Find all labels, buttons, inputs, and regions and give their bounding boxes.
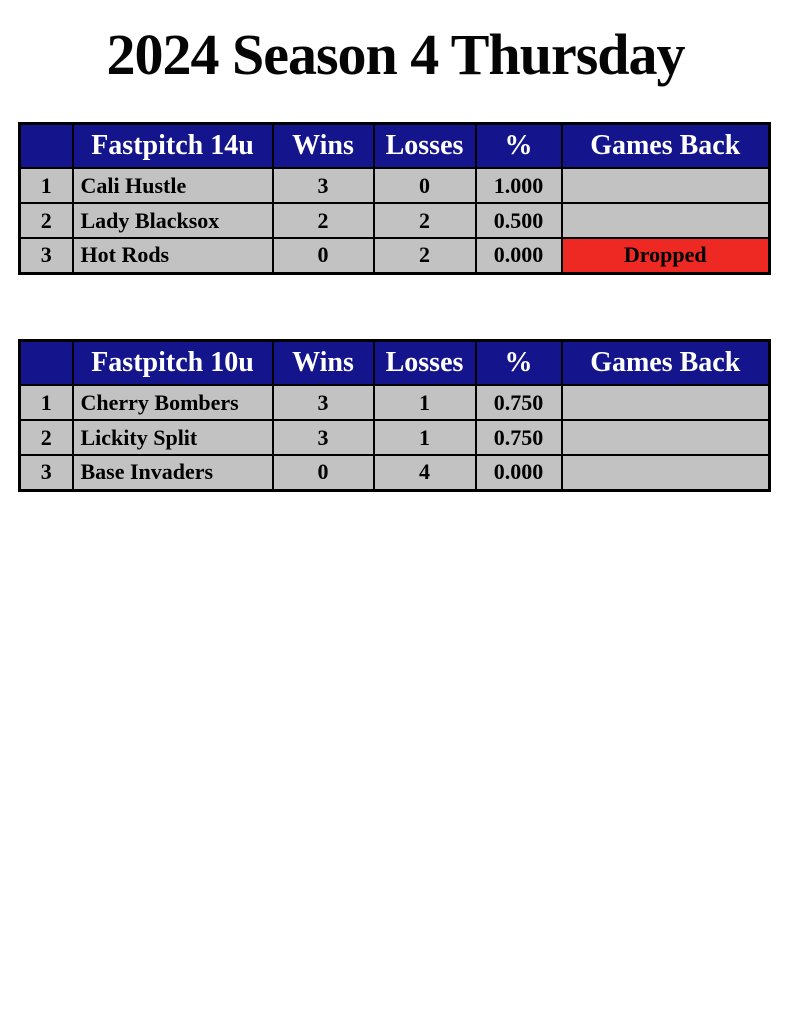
losses-cell: 1 — [374, 385, 476, 420]
wins-cell: 2 — [273, 203, 374, 238]
wins-cell: 3 — [273, 385, 374, 420]
losses-cell: 4 — [374, 455, 476, 490]
header-wins: Wins — [273, 340, 374, 385]
pct-cell: 0.500 — [476, 203, 562, 238]
page-title: 2024 Season 4 Thursday — [106, 22, 685, 87]
header-pct: % — [476, 123, 562, 168]
header-rank-blank — [20, 123, 73, 168]
losses-cell: 0 — [374, 168, 476, 203]
standings-table-fastpitch-14u — [18, 122, 771, 275]
header-games-back: Games Back — [562, 123, 770, 168]
games-back-cell — [562, 203, 770, 238]
rank-cell: 3 — [20, 238, 73, 273]
header-division-name: Fastpitch 10u — [73, 340, 273, 385]
team-cell: Base Invaders — [73, 455, 273, 490]
team-cell: Lickity Split — [73, 420, 273, 455]
wins-cell: 0 — [273, 238, 374, 273]
table-row — [20, 420, 770, 455]
header-games-back: Games Back — [562, 340, 770, 385]
pct-cell: 0.750 — [476, 385, 562, 420]
header-losses: Losses — [374, 123, 476, 168]
header-division-name: Fastpitch 14u — [73, 123, 273, 168]
team-cell: Lady Blacksox — [73, 203, 273, 238]
losses-cell: 2 — [374, 238, 476, 273]
header-wins: Wins — [273, 123, 374, 168]
wins-cell: 3 — [273, 420, 374, 455]
games-back-cell — [562, 385, 770, 420]
wins-cell: 0 — [273, 455, 374, 490]
pct-cell: 0.000 — [476, 238, 562, 273]
rank-cell: 1 — [20, 385, 73, 420]
header-row — [20, 340, 770, 385]
header-rank-blank — [20, 340, 73, 385]
table-row — [20, 238, 770, 273]
team-cell: Cali Hustle — [73, 168, 273, 203]
table-row — [20, 168, 770, 203]
losses-cell: 1 — [374, 420, 476, 455]
games-back-cell — [562, 455, 770, 490]
rank-cell: 3 — [20, 455, 73, 490]
standings-page — [0, 22, 791, 1024]
games-back-cell — [562, 420, 770, 455]
losses-cell: 2 — [374, 203, 476, 238]
standings-table-fastpitch-10u — [18, 339, 771, 492]
header-losses: Losses — [374, 340, 476, 385]
rank-cell: 2 — [20, 420, 73, 455]
wins-cell: 3 — [273, 168, 374, 203]
table-row — [20, 455, 770, 490]
pct-cell: 1.000 — [476, 168, 562, 203]
header-row — [20, 123, 770, 168]
games-back-cell — [562, 168, 770, 203]
table-row — [20, 385, 770, 420]
rank-cell: 1 — [20, 168, 73, 203]
pct-cell: 0.000 — [476, 455, 562, 490]
team-cell: Cherry Bombers — [73, 385, 273, 420]
dropped-badge: Dropped — [562, 238, 770, 273]
pct-cell: 0.750 — [476, 420, 562, 455]
team-cell: Hot Rods — [73, 238, 273, 273]
table-row — [20, 203, 770, 238]
rank-cell: 2 — [20, 203, 73, 238]
header-pct: % — [476, 340, 562, 385]
